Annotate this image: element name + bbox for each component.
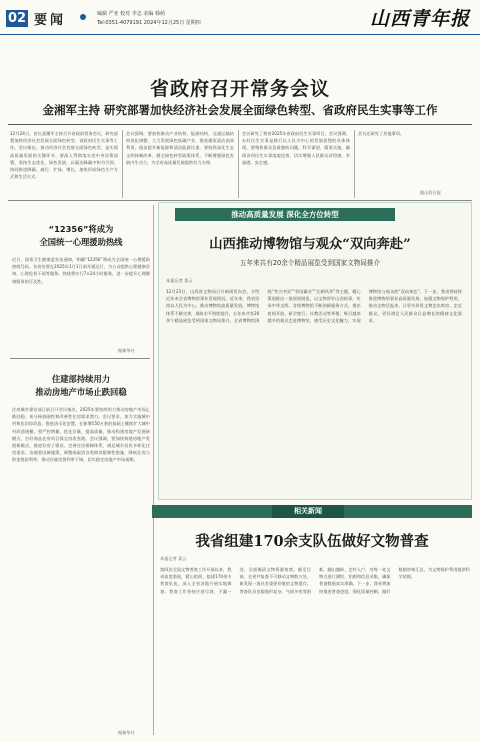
- main-col-2: 会议强调，要加快推动产业结构、能源结构、交通运输结构优化调整，大力发展绿色低碳产业，推进煤炭清洁高效利用，稳步提升新能源和清洁能源比重。要持续深化生态文明体制改革，健全绿色转型政策体系，不断增强绿色发展内生动力，为全省高质量发展提供有力支撑。: [126, 131, 234, 165]
- article-title: 推动房地产市场止跌回稳: [35, 387, 127, 397]
- column-divider: [354, 130, 355, 198]
- section-name: 要闻: [34, 13, 67, 28]
- page-number: 02: [7, 11, 27, 26]
- editor-line: 编辑 严亚 校对 李志 美编 韩萌: [97, 11, 165, 17]
- feature-byline: 本报记者 姜云: [166, 278, 193, 283]
- feature-body: 12月23日，山西省文物局召开新闻发布会，介绍近年来全省博物馆事业发展情况。近年来，我省坚持以人民为中心，推动博物馆高质量发展，博物馆体系不断完善，展陈水平持续提升，五年来共有20余个精品展览受到国家文物局推介。全省博物馆围绕“考古中国”“晋国霸业”“北朝风华”等主题，精心策划推出一批原创展览，以文物讲好山西故事，传承中华文明。各级博物馆不断创新服务方式，推出夜间开放、研学旅行、社教活动等举措，吸引越来越多的观众走进博物馆，感受历史文化魅力，实现博物馆与观众的“双向奔赴”。下一步，我省将持续推进博物馆事业高质量发展，加强文物保护利用，推动文物活起来，让更多珍贵文物走出库房、走近群众，更好满足人民群众日益增长的精神文化需求。: [166, 289, 462, 323]
- related-body: 第四次全国文物普查工作开展以来，我省高度重视，精心组织，组建170余支普查队伍，深入全省各地开展实地调查。普查工作坚持应查尽查、不漏一处，全面摸清文物资源家底。截至目前，全省共复查不可移动文物数万处，新发现一批具有重要价值的文物遗存。普查队员克服地形复杂、气候多变等困难，翻山越岭、走村入户，对每一处文物点进行测绘、拍照和信息采集，确保普查数据真实准确。下一步，我省将加快推进普查进度，强化质量控制，做好数据审核汇总，为文物保护利用提供科学依据。: [160, 567, 470, 594]
- feature-subheadline: 五年来共有20余个精品展览受到国家文物局推介: [239, 259, 381, 267]
- column-divider: [122, 130, 123, 198]
- article-body: 近日，国家卫生健康委发布通知，明确“12356”将成为全国统一心理援助热线号码。各省份要在2025年1月1日前开通运行，为公众提供心理健康咨询、心理危机干预等服务。热线将实行7×24小时服务，进一步提升心理健康服务的可及性。: [12, 257, 150, 284]
- feature-headline: 山西推动博物馆与观众“双向奔赴”: [209, 237, 411, 252]
- article-source: 据新华社: [118, 348, 135, 353]
- related-byline: 本报记者 姜云: [160, 556, 187, 561]
- main-subheadline: 金湘军主持 研究部署加快经济社会发展全面绿色转型、省政府民生实事等工作: [42, 103, 438, 117]
- main-col-4: 会议还研究了其他事项。: [358, 131, 405, 136]
- dot-icon: [80, 14, 86, 20]
- divider: [8, 124, 472, 125]
- main-col-3: 会议研究了我省2025年省政府民生实事项目。会议强调，办好民生实事是践行以人民为中心的发展思想的具体体现，要聚焦群众急难愁盼问题，科学谋划、精准实施，确保各项民生实事落地见效，切实增强人民群众获得感、幸福感、安全感。: [242, 131, 350, 165]
- main-headline: 省政府召开常务会议: [149, 78, 330, 100]
- related-headline: 我省组建170余支队伍做好文物普查: [195, 533, 429, 550]
- related-tag: 相关新闻: [272, 505, 344, 518]
- article-title: “12356”将成为: [48, 224, 114, 234]
- column-divider: [238, 130, 239, 198]
- article-source: 据新华社: [118, 730, 135, 735]
- main-source: 据山西日报: [420, 190, 441, 195]
- divider: [8, 200, 472, 201]
- main-col-1: 12月24日，省长金湘军主持召开省政府常务会议，研究部署加快经济社会发展全面绿色转型、省政府民生实事等工作。会议指出，推动经济社会发展全面绿色转型，是实现高质量发展的关键环节。要深入贯彻落实党中央决策部署，坚持生态优先、绿色发展，以碳达峰碳中和为引领，协同推进降碳、减污、扩绿、增长，加快形成绿色生产方式和生活方式。: [10, 131, 118, 180]
- feature-tag: 推动高质量发展 深化全方位转型: [175, 208, 395, 221]
- contact-date-line: Tel:0351-4079191 2024年12月25日 星期四: [97, 20, 201, 26]
- divider: [10, 358, 150, 359]
- article-body: 住房城乡建设部日前召开会议指出，2025年要持续用力推动房地产市场止跌回稳，充分释放刚性和改善性住房需求潜力。会议要求，加力实施城中村和危旧房改造，推进货币化安置，在新增150万套的基础上继续扩大城中村改造规模。要严控增量、优化存量、提高质量，推动构建房地产发展新模式，打好商品住房项目保交房攻坚战。会议强调，要加快构建房地产发展新模式，推进好房子建设，完善住房保障体系，满足城乡居民多样化住房需求。各地要因城施策，调整或取消各类购房限制性措施，降低住房公积金贷款利率，推动存量房贷利率下调，切实稳定房地产市场预期。: [12, 407, 150, 463]
- page-header: [0, 0, 480, 35]
- newspaper-logo: 山西青年报: [369, 8, 470, 30]
- article-title: 住建部持续用力: [51, 374, 111, 384]
- article-title: 全国统一心理援助热线: [39, 237, 123, 247]
- column-divider: [153, 205, 154, 735]
